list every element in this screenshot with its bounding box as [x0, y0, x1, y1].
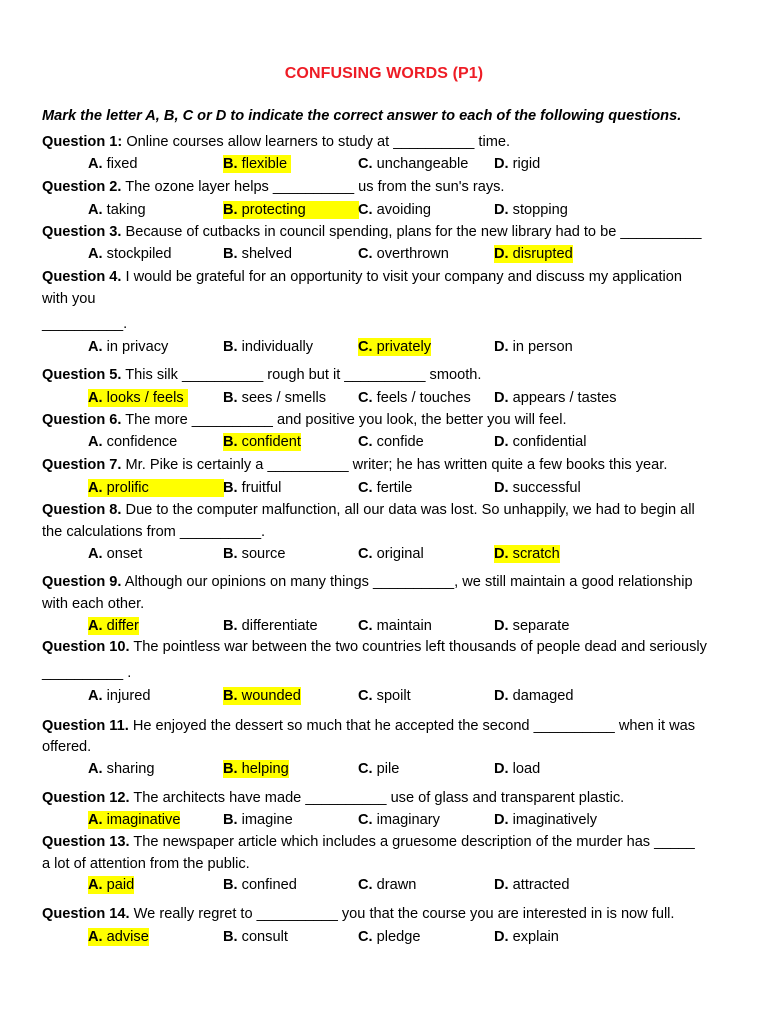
question-10-option-b[interactable] — [223, 687, 301, 705]
option-letter: D. — [494, 480, 509, 496]
question-4-option-d[interactable] — [494, 338, 573, 356]
option-text: advise — [102, 929, 149, 945]
question-label: Question 13. — [42, 834, 130, 850]
question-3-option-d[interactable] — [494, 245, 573, 263]
question-4-option-a[interactable] — [88, 338, 168, 356]
option-letter: D. — [494, 202, 509, 218]
question-1-option-c[interactable] — [358, 155, 468, 173]
question-11-option-c[interactable] — [358, 760, 399, 778]
question-1-text — [42, 133, 510, 151]
option-text: consult — [237, 929, 288, 945]
question-13-option-b[interactable] — [223, 876, 297, 894]
option-text: load — [508, 761, 541, 777]
question-4-continuation: __________. — [42, 316, 128, 332]
question-2-option-c[interactable] — [358, 201, 431, 219]
option-letter: C. — [358, 246, 373, 262]
question-stem: Due to the computer malfunction, all our data was lost. So unhappily, we had to begin all — [121, 502, 695, 518]
option-text: stopping — [508, 202, 568, 218]
option-letter: C. — [358, 688, 373, 704]
question-2-text — [42, 178, 504, 196]
question-8-option-d[interactable] — [494, 545, 560, 563]
option-text: paid — [102, 877, 135, 893]
option-text: drawn — [372, 877, 417, 893]
question-12-text — [42, 789, 624, 807]
option-text: avoiding — [372, 202, 432, 218]
option-text: prolific — [102, 480, 149, 496]
question-7-text — [42, 456, 667, 474]
question-13-option-a[interactable] — [88, 876, 134, 894]
question-14-option-a[interactable] — [88, 928, 149, 946]
option-text: differ — [102, 618, 139, 634]
question-10-continuation: __________ . — [42, 665, 132, 681]
option-letter: B. — [223, 929, 238, 945]
question-2-option-d[interactable] — [494, 201, 568, 219]
question-stem: He enjoyed the dessert so much that he accepted the second __________ when it was — [128, 718, 696, 734]
option-text: confide — [372, 434, 424, 450]
option-text: shelved — [237, 246, 292, 262]
option-letter: C. — [358, 156, 373, 172]
option-text: sees / smells — [237, 390, 326, 406]
question-11-text — [42, 717, 695, 735]
question-stem: Online courses allow learners to study at __________ time. — [122, 134, 511, 150]
option-text: injured — [102, 688, 151, 704]
option-letter: C. — [358, 618, 373, 634]
option-letter: B. — [223, 339, 238, 355]
option-letter: A. — [88, 434, 103, 450]
option-text: fixed — [102, 156, 138, 172]
option-letter: A. — [88, 618, 103, 634]
option-text: confined — [237, 877, 297, 893]
option-letter: D. — [494, 546, 509, 562]
question-7-option-a[interactable] — [88, 479, 224, 497]
question-label: Question 11. — [42, 718, 129, 734]
option-letter: B. — [223, 761, 238, 777]
option-letter: B. — [223, 246, 238, 262]
option-text: original — [372, 546, 424, 562]
option-letter: C. — [358, 480, 373, 496]
question-label: Question 2. — [42, 179, 122, 195]
question-11-option-b[interactable] — [223, 760, 289, 778]
option-letter: B. — [223, 618, 238, 634]
question-10-text — [42, 638, 707, 656]
question-8-text — [42, 501, 695, 519]
question-stem: The newspaper article which includes a gruesome description of the murder has _____ — [129, 834, 695, 850]
question-label: Question 6. — [42, 412, 122, 428]
question-3-option-a[interactable] — [88, 245, 172, 263]
option-text: individually — [237, 339, 314, 355]
option-text: overthrown — [372, 246, 449, 262]
option-text: in privacy — [102, 339, 169, 355]
question-11-continuation: offered. — [42, 739, 92, 755]
question-6-text — [42, 411, 567, 429]
question-11-option-a[interactable] — [88, 760, 155, 778]
question-stem: Mr. Pike is certainly a __________ writer; he has written quite a few books this year. — [121, 457, 668, 473]
option-text: sharing — [102, 761, 155, 777]
option-letter: B. — [223, 546, 238, 562]
option-letter: D. — [494, 761, 509, 777]
option-text: source — [237, 546, 286, 562]
question-13-text — [42, 833, 695, 851]
question-10-option-c[interactable] — [358, 687, 411, 705]
option-letter: D. — [494, 812, 509, 828]
option-text: appears / tastes — [508, 390, 617, 406]
question-1-option-d[interactable] — [494, 155, 540, 173]
question-7-option-c[interactable] — [358, 479, 412, 497]
question-11-option-d[interactable] — [494, 760, 540, 778]
question-9-text — [42, 573, 693, 591]
option-letter: B. — [223, 812, 238, 828]
option-text: differentiate — [237, 618, 318, 634]
question-5-option-a[interactable] — [88, 389, 188, 407]
question-1-option-b[interactable] — [223, 155, 291, 173]
option-text: feels / touches — [372, 390, 471, 406]
question-9-option-d[interactable] — [494, 617, 569, 635]
option-letter: A. — [88, 246, 103, 262]
option-text: attracted — [508, 877, 570, 893]
question-14-option-c[interactable] — [358, 928, 420, 946]
option-text: confidential — [508, 434, 587, 450]
option-letter: A. — [88, 202, 103, 218]
option-text: successful — [508, 480, 581, 496]
question-stem: The ozone layer helps __________ us from the sun's rays. — [121, 179, 505, 195]
question-label: Question 9. — [42, 574, 122, 590]
question-14-option-b[interactable] — [223, 928, 288, 946]
question-stem: We really regret to __________ you that the course you are interested in is now full. — [129, 906, 675, 922]
question-2-option-b[interactable] — [223, 201, 359, 219]
option-letter: C. — [358, 202, 373, 218]
question-4-text — [42, 268, 682, 286]
option-text: stockpiled — [102, 246, 172, 262]
option-letter: A. — [88, 546, 103, 562]
question-label: Question 14. — [42, 906, 130, 922]
question-label: Question 3. — [42, 224, 122, 240]
option-text: wounded — [237, 688, 301, 704]
question-4-continuation: with you — [42, 291, 96, 307]
question-3-option-b[interactable] — [223, 245, 292, 263]
question-8-continuation: the calculations from __________. — [42, 524, 266, 540]
option-letter: B. — [223, 202, 238, 218]
question-3-option-c[interactable] — [358, 245, 449, 263]
option-letter: D. — [494, 156, 509, 172]
option-letter: D. — [494, 877, 509, 893]
option-text: pile — [372, 761, 400, 777]
question-13-continuation: a lot of attention from the public. — [42, 856, 250, 872]
question-label: Question 7. — [42, 457, 122, 473]
question-label: Question 8. — [42, 502, 122, 518]
option-text: onset — [102, 546, 143, 562]
option-letter: C. — [358, 812, 373, 828]
question-label: Question 12. — [42, 790, 130, 806]
option-text: in person — [508, 339, 573, 355]
question-1-option-a[interactable] — [88, 155, 137, 173]
question-6-option-a[interactable] — [88, 433, 177, 451]
option-letter: D. — [494, 434, 509, 450]
option-text: rigid — [508, 156, 541, 172]
question-7-option-b[interactable] — [223, 479, 281, 497]
question-14-option-d[interactable] — [494, 928, 559, 946]
question-8-option-a[interactable] — [88, 545, 142, 563]
option-letter: A. — [88, 156, 103, 172]
question-12-option-d[interactable] — [494, 811, 597, 829]
question-2-option-a[interactable] — [88, 201, 146, 219]
option-letter: C. — [358, 434, 373, 450]
option-letter: D. — [494, 390, 509, 406]
option-letter: A. — [88, 688, 103, 704]
question-3-text — [42, 223, 702, 241]
option-text: taking — [102, 202, 146, 218]
option-text: protecting — [237, 202, 306, 218]
option-text: imaginative — [102, 812, 181, 828]
question-10-option-d[interactable] — [494, 687, 574, 705]
option-text: helping — [237, 761, 289, 777]
question-12-option-a[interactable] — [88, 811, 180, 829]
option-letter: A. — [88, 929, 103, 945]
question-9-continuation: with each other. — [42, 596, 145, 612]
option-text: imagine — [237, 812, 293, 828]
option-letter: B. — [223, 390, 238, 406]
question-14-text — [42, 905, 674, 923]
question-5-option-d[interactable] — [494, 389, 617, 407]
option-text: imaginary — [372, 812, 440, 828]
question-9-option-b[interactable] — [223, 617, 318, 635]
question-stem: The pointless war between the two countries left thousands of people dead and seriously — [129, 639, 707, 655]
option-text: confident — [237, 434, 301, 450]
question-stem: Because of cutbacks in council spending, plans for the new library had to be __________ — [121, 224, 702, 240]
option-letter: C. — [358, 546, 373, 562]
question-12-option-c[interactable] — [358, 811, 440, 829]
option-letter: A. — [88, 390, 103, 406]
option-letter: D. — [494, 246, 509, 262]
option-text: fruitful — [237, 480, 282, 496]
option-letter: A. — [88, 877, 103, 893]
instructions: Mark the letter A, B, C or D to indicate the correct answer to each of the following questions. — [42, 108, 682, 124]
question-label: Question 10. — [42, 639, 130, 655]
option-letter: D. — [494, 339, 509, 355]
question-label: Question 1: — [42, 134, 123, 150]
question-13-option-c[interactable] — [358, 876, 416, 894]
option-text: damaged — [508, 688, 574, 704]
option-text: spoilt — [372, 688, 411, 704]
question-stem: I would be grateful for an opportunity to visit your company and discuss my application — [121, 269, 683, 285]
question-8-option-b[interactable] — [223, 545, 285, 563]
option-text: explain — [508, 929, 559, 945]
question-9-option-a[interactable] — [88, 617, 139, 635]
question-7-option-d[interactable] — [494, 479, 581, 497]
question-4-option-b[interactable] — [223, 338, 313, 356]
option-text: looks / feels — [102, 390, 184, 406]
option-text: privately — [372, 339, 431, 355]
question-5-option-c[interactable] — [358, 389, 471, 407]
option-letter: A. — [88, 339, 103, 355]
question-stem: The more __________ and positive you look, the better you will feel. — [121, 412, 567, 428]
option-letter: C. — [358, 929, 373, 945]
question-stem: This silk __________ rough but it __________ smooth. — [121, 367, 482, 383]
question-10-option-a[interactable] — [88, 687, 150, 705]
option-text: fertile — [372, 480, 413, 496]
option-letter: B. — [223, 434, 238, 450]
question-6-option-d[interactable] — [494, 433, 586, 451]
page-title: CONFUSING WORDS (P1) — [284, 65, 484, 82]
question-5-text — [42, 366, 481, 384]
option-letter: B. — [223, 688, 238, 704]
option-text: flexible — [237, 156, 288, 172]
option-text: confidence — [102, 434, 178, 450]
option-letter: A. — [88, 480, 103, 496]
option-letter: C. — [358, 390, 373, 406]
option-letter: B. — [223, 156, 238, 172]
question-8-option-c[interactable] — [358, 545, 424, 563]
option-letter: B. — [223, 877, 238, 893]
question-stem: Although our opinions on many things __________, we still maintain a good relationship — [121, 574, 693, 590]
option-letter: A. — [88, 761, 103, 777]
option-text: maintain — [372, 618, 432, 634]
question-6-option-c[interactable] — [358, 433, 424, 451]
option-text: scratch — [508, 546, 560, 562]
option-text: imaginatively — [508, 812, 598, 828]
option-letter: C. — [358, 339, 373, 355]
option-text: disrupted — [508, 246, 573, 262]
option-letter: C. — [358, 761, 373, 777]
question-5-option-b[interactable] — [223, 389, 326, 407]
option-letter: A. — [88, 812, 103, 828]
question-label: Question 4. — [42, 269, 122, 285]
option-letter: D. — [494, 929, 509, 945]
option-text: pledge — [372, 929, 421, 945]
option-letter: B. — [223, 480, 238, 496]
question-stem: The architects have made __________ use of glass and transparent plastic. — [129, 790, 625, 806]
question-4-option-c[interactable] — [358, 338, 431, 356]
question-6-option-b[interactable] — [223, 433, 301, 451]
question-9-option-c[interactable] — [358, 617, 432, 635]
option-text: unchangeable — [372, 156, 469, 172]
option-letter: D. — [494, 688, 509, 704]
option-letter: D. — [494, 618, 509, 634]
question-13-option-d[interactable] — [494, 876, 569, 894]
question-12-option-b[interactable] — [223, 811, 293, 829]
option-text: separate — [508, 618, 570, 634]
question-label: Question 5. — [42, 367, 122, 383]
option-letter: C. — [358, 877, 373, 893]
